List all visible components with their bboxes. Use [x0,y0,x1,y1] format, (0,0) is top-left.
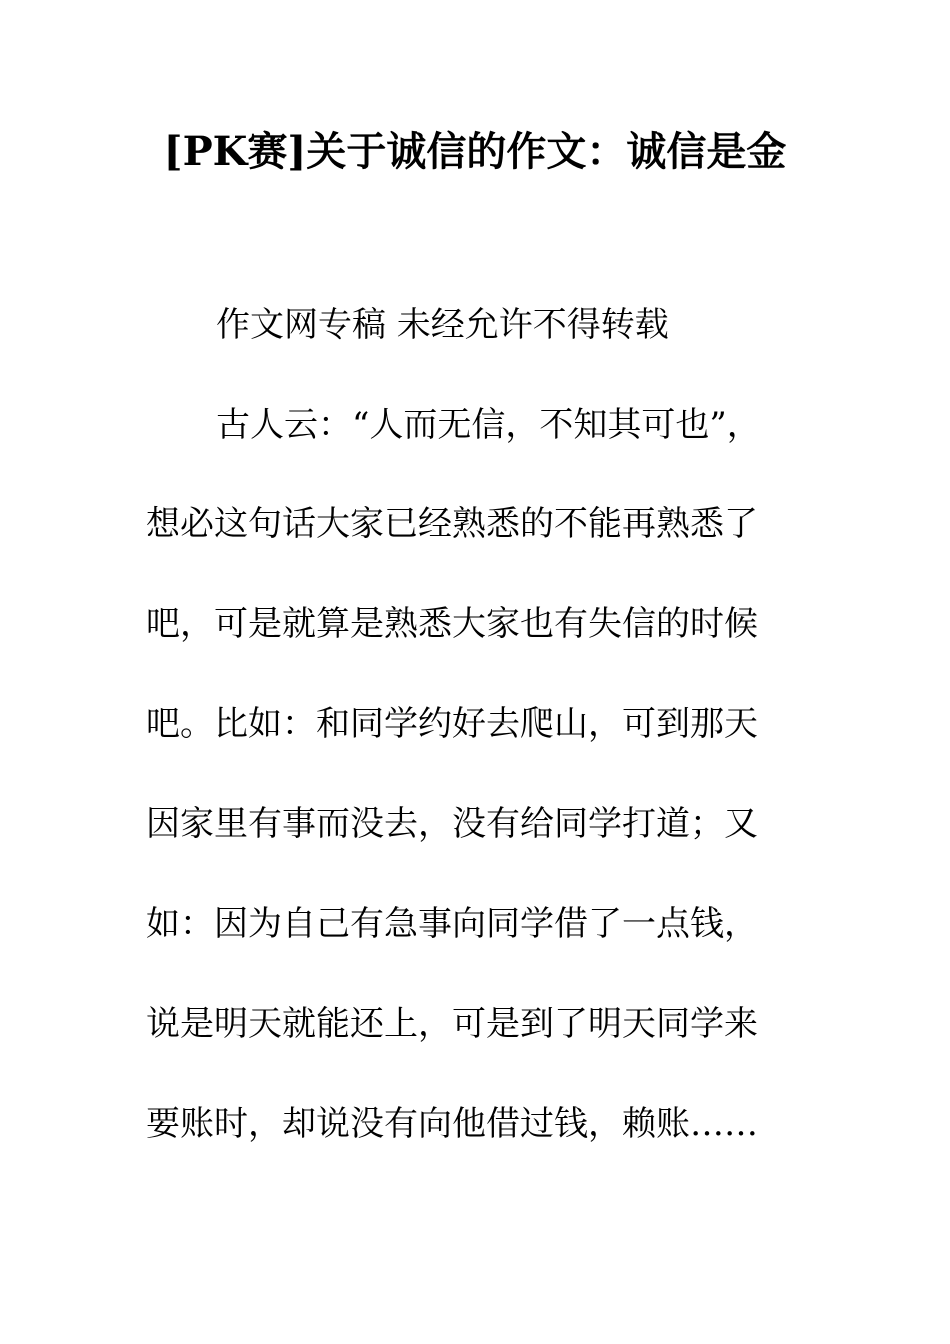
byline: 作文网专稿 未经允许不得转载 [216,305,669,345]
paragraph-line: 吧，可是就算是熟悉大家也有失信的时候 [146,604,758,644]
paragraph-line: 要账时，却说没有向他借过钱，赖账…… [146,1104,758,1144]
paragraph-line: 如：因为自己有急事向同学借了一点钱， [146,904,758,944]
paragraph-line: 想必这句话大家已经熟悉的不能再熟悉了 [146,504,758,544]
document-title: [PK赛]关于诚信的作文：诚信是金 [163,128,787,175]
paragraph-line: 古人云：“人而无信，不知其可也”， [216,405,761,445]
paragraph-line: 因家里有事而没去，没有给同学打道；又 [146,804,758,844]
paragraph-line: 吧。比如：和同学约好去爬山，可到那天 [146,704,758,744]
paragraph-line: 说是明天就能还上，可是到了明天同学来 [146,1004,758,1044]
